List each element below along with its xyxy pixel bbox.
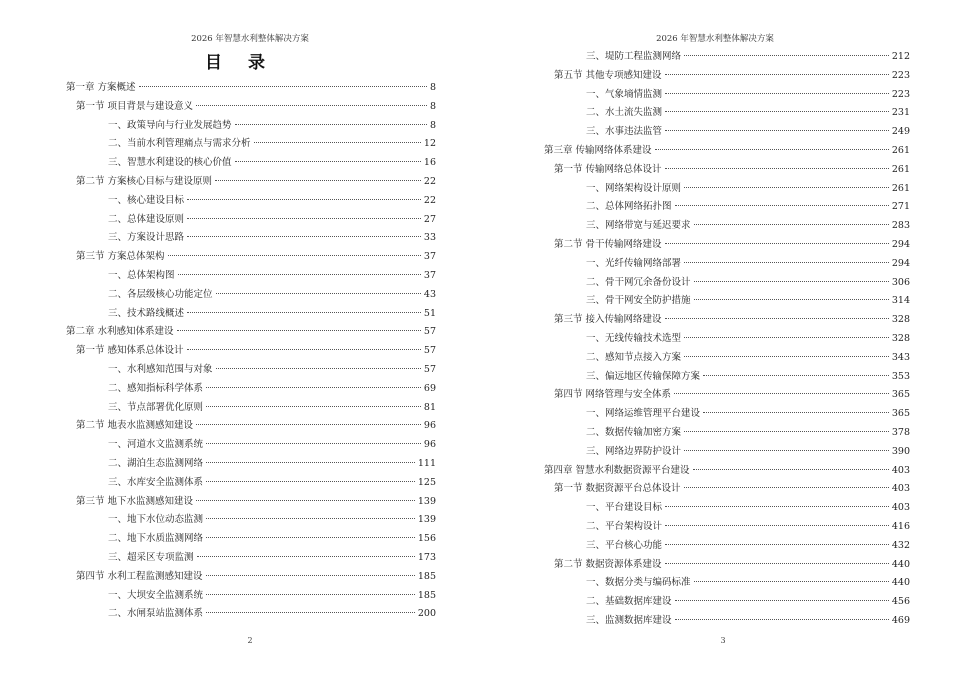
toc-entry-page: 469	[891, 614, 910, 626]
toc-entry-page: 16	[423, 157, 436, 169]
toc-entry-title: 二、总体网络拓扑图	[586, 201, 672, 213]
toc-entry-page: 69	[423, 382, 436, 394]
toc-entry-page: 283	[891, 220, 910, 232]
toc-entry-page: 261	[891, 163, 910, 175]
toc-entry-page: 139	[417, 495, 436, 507]
toc-entry-title: 二、水闸泵站监测体系	[108, 608, 204, 620]
dot-leader	[177, 330, 421, 331]
dot-leader	[206, 387, 421, 388]
toc-entry-title: 三、方案设计思路	[108, 232, 185, 244]
toc-entry-item[interactable]	[544, 574, 910, 593]
toc-entry-item[interactable]	[544, 274, 910, 293]
toc-entry-title: 第四节 水利工程监测感知建设	[76, 570, 203, 582]
toc-entry-section[interactable]	[66, 417, 436, 436]
dot-leader	[206, 575, 415, 576]
toc-entry-title: 一、河道水文监测系统	[108, 439, 204, 451]
toc-entry-page: 223	[891, 88, 910, 100]
toc-entry-section[interactable]	[544, 236, 910, 255]
toc-entry-title: 第一节 感知体系总体设计	[76, 345, 184, 357]
toc-entry-title: 二、总体建设原则	[108, 213, 185, 225]
toc-entry-title: 三、智慧水利建设的核心价值	[108, 157, 232, 169]
toc-entry-page: 294	[891, 238, 910, 250]
toc-entry-title: 一、总体架构图	[108, 269, 175, 281]
toc-entry-section[interactable]	[66, 173, 436, 192]
dot-leader	[196, 500, 415, 501]
toc-entry-item[interactable]	[66, 511, 436, 530]
toc-entry-item[interactable]	[544, 593, 910, 612]
toc-entry-title: 一、平台建设目标	[586, 502, 663, 514]
toc-entry-section[interactable]	[544, 480, 910, 499]
toc-entry-page: 96	[423, 420, 436, 432]
toc-entry-title: 第一章 方案概述	[66, 82, 136, 93]
toc-entry-item[interactable]	[544, 198, 910, 217]
toc-entry-page: 33	[423, 232, 436, 244]
toc-entry-page: 249	[891, 126, 910, 138]
dot-leader	[187, 349, 421, 350]
toc-entry-title: 二、湖泊生态监测网络	[108, 457, 204, 469]
toc-entry-item[interactable]	[66, 587, 436, 606]
toc-entry-section[interactable]	[544, 556, 910, 575]
toc-entry-page: 365	[891, 389, 910, 401]
toc-entry-title: 第三章 传输网络体系建设	[544, 144, 652, 156]
toc-entry-title: 第二节 骨干传输网络建设	[554, 238, 662, 250]
dot-leader	[675, 600, 889, 601]
toc-entry-title: 一、网络架构设计原则	[586, 182, 682, 194]
toc-entry-title: 三、网络边界防护设计	[586, 445, 682, 457]
toc-entry-page: 440	[891, 558, 910, 570]
toc-entry-title: 二、骨干网冗余备份设计	[586, 276, 691, 288]
page-number: 3	[720, 636, 726, 645]
toc-entry-page: 403	[891, 483, 910, 495]
toc-entry-page: 223	[891, 69, 910, 81]
toc-entry-page: 212	[891, 51, 910, 62]
toc-entry-title: 三、水事违法监管	[586, 126, 663, 138]
dot-leader	[206, 612, 415, 613]
toc-entry-title: 一、无线传输技术选型	[586, 332, 682, 344]
toc-entry-page: 8	[429, 119, 436, 131]
toc-entry-page: 416	[891, 520, 910, 532]
dot-leader	[684, 337, 889, 338]
dot-leader	[684, 431, 889, 432]
toc-entry-item[interactable]	[66, 154, 436, 173]
dot-leader	[206, 537, 415, 538]
dot-leader	[206, 518, 415, 519]
toc-entry-title: 三、监测数据库建设	[586, 614, 672, 626]
dot-leader	[197, 556, 415, 557]
toc-entry-title: 二、各层级核心功能定位	[108, 288, 213, 300]
dot-leader	[694, 224, 889, 225]
toc-entry-item[interactable]	[66, 436, 436, 455]
toc-entry-item[interactable]	[66, 474, 436, 493]
toc-entry-page: 328	[891, 314, 910, 326]
toc-entry-title: 第二节 地表水监测感知建设	[76, 420, 194, 432]
dot-leader	[703, 412, 889, 413]
toc-entry-page: 96	[423, 439, 436, 451]
dot-leader	[684, 450, 889, 451]
toc-entry-title: 第一节 数据资源平台总体设计	[554, 483, 681, 495]
dot-leader	[206, 481, 415, 482]
toc-entry-page: 365	[891, 408, 910, 420]
toc-entry-item[interactable]	[66, 605, 436, 624]
dot-leader	[178, 274, 421, 275]
toc-entry-item[interactable]	[66, 399, 436, 418]
toc-entry-title: 第五节 其他专项感知建设	[554, 69, 662, 81]
toc-entry-title: 一、网络运维管理平台建设	[586, 408, 701, 420]
toc-entry-page: 314	[891, 295, 910, 307]
dot-leader	[684, 55, 889, 56]
toc-entry-section[interactable]	[66, 98, 436, 117]
toc-entry-title: 第四节 网络管理与安全体系	[554, 389, 672, 401]
toc-title: 目 录	[205, 53, 275, 73]
toc-entry-title: 二、平台架构设计	[586, 520, 663, 532]
toc-entry-item[interactable]	[66, 135, 436, 154]
toc-entry-page: 125	[417, 476, 436, 488]
toc-entry-page: 306	[891, 276, 910, 288]
toc-entry-page: 353	[891, 370, 910, 382]
dot-leader	[693, 469, 889, 470]
toc-entry-title: 一、核心建设目标	[108, 194, 185, 206]
toc-entry-item[interactable]	[544, 104, 910, 123]
dot-leader	[235, 161, 421, 162]
toc-entry-page: 261	[891, 182, 910, 194]
dot-leader	[675, 619, 889, 620]
toc-entry-item[interactable]	[544, 518, 910, 537]
toc-entry-item[interactable]	[66, 530, 436, 549]
toc-entry-title: 一、光纤传输网络部署	[586, 257, 682, 269]
toc-entry-item[interactable]	[66, 380, 436, 399]
dot-leader	[206, 462, 415, 463]
toc-entry-title: 三、网络带宽与延迟要求	[586, 220, 691, 232]
toc-entry-page: 378	[891, 426, 910, 438]
toc-entry-item[interactable]	[544, 368, 910, 387]
dot-leader	[187, 312, 421, 313]
dot-leader	[215, 180, 421, 181]
toc-entry-title: 三、水库安全监测体系	[108, 476, 204, 488]
toc-entry-page: 8	[429, 82, 436, 93]
toc-entry-title: 一、大坝安全监测系统	[108, 589, 204, 601]
dot-leader	[187, 199, 421, 200]
toc-entry-page: 185	[417, 589, 436, 601]
toc-entry-page: 12	[423, 138, 436, 150]
toc-entry-title: 第一节 项目背景与建设意义	[76, 100, 194, 112]
toc-entry-page: 81	[423, 401, 436, 413]
toc-entry-item[interactable]	[544, 537, 910, 556]
dot-leader	[665, 130, 889, 131]
dot-leader	[665, 318, 889, 319]
toc-entry-page: 328	[891, 332, 910, 344]
toc-entry-chapter[interactable]	[544, 142, 910, 161]
toc-entry-item[interactable]	[544, 612, 910, 631]
dot-leader	[187, 218, 421, 219]
dot-leader	[665, 506, 889, 507]
toc-entry-title: 二、数据传输加密方案	[586, 426, 682, 438]
toc-entry-title: 第三节 地下水监测感知建设	[76, 495, 194, 507]
page-number: 2	[247, 636, 253, 645]
running-header: 2026 年智慧水利整体解决方案	[191, 34, 309, 44]
toc-entry-chapter[interactable]	[544, 462, 910, 481]
toc-entry-page: 22	[423, 175, 436, 187]
toc-entry-item[interactable]	[544, 217, 910, 236]
toc-entry-section[interactable]	[66, 568, 436, 587]
toc-entry-page: 139	[417, 514, 436, 526]
toc-entry-title: 第一节 传输网络总体设计	[554, 163, 662, 175]
dot-leader	[684, 187, 889, 188]
dot-leader	[694, 581, 889, 582]
toc-entry-title: 第四章 智慧水利数据资源平台建设	[544, 464, 690, 476]
toc-entry-title: 三、骨干网安全防护措施	[586, 295, 691, 307]
toc-entry-item[interactable]	[66, 117, 436, 136]
dot-leader	[665, 563, 889, 564]
toc-entry-title: 二、感知指标科学体系	[108, 382, 204, 394]
dot-leader	[665, 525, 889, 526]
dot-leader	[665, 243, 889, 244]
toc-entry-page: 294	[891, 257, 910, 269]
dot-leader	[684, 356, 889, 357]
toc-entry-item[interactable]	[544, 499, 910, 518]
toc-entry-item[interactable]	[544, 424, 910, 443]
toc-entry-title: 二、基础数据库建设	[586, 596, 672, 608]
toc-entry-page: 111	[417, 457, 436, 469]
toc-entry-page: 271	[891, 201, 910, 213]
toc-entry-page: 156	[417, 533, 436, 545]
toc-entry-page: 390	[891, 445, 910, 457]
toc-entry-item[interactable]	[66, 455, 436, 474]
dot-leader	[655, 149, 889, 150]
toc-entry-title: 一、地下水位动态监测	[108, 514, 204, 526]
toc-entry-page: 261	[891, 144, 910, 156]
toc-entry-item[interactable]	[544, 292, 910, 311]
toc-entry-title: 第三节 方案总体架构	[76, 251, 165, 263]
toc-entry-page: 343	[891, 351, 910, 363]
dot-leader	[139, 86, 427, 87]
toc-entry-title: 二、感知节点接入方案	[586, 351, 682, 363]
toc-entry-item[interactable]	[544, 255, 910, 274]
toc-entry-item[interactable]	[544, 405, 910, 424]
toc-entry-section[interactable]	[66, 342, 436, 361]
toc-entry-page: 43	[423, 288, 436, 300]
toc-entry-title: 一、气象墒情监测	[586, 88, 663, 100]
toc-entry-item[interactable]	[544, 330, 910, 349]
toc-list-left	[66, 79, 436, 624]
toc-entry-page: 22	[423, 194, 436, 206]
toc-entry-item[interactable]	[544, 180, 910, 199]
dot-leader	[684, 487, 889, 488]
toc-entry-item[interactable]	[66, 305, 436, 324]
toc-list-right	[544, 48, 910, 631]
toc-entry-page: 173	[417, 551, 436, 563]
dot-leader	[206, 406, 421, 407]
toc-entry-title: 三、偏远地区传输保障方案	[586, 370, 701, 382]
toc-entry-title: 三、堤防工程监测网络	[586, 51, 682, 62]
toc-entry-page: 231	[891, 107, 910, 119]
toc-entry-title: 二、地下水质监测网络	[108, 533, 204, 545]
dot-leader	[703, 375, 889, 376]
toc-entry-page: 440	[891, 577, 910, 589]
toc-entry-chapter[interactable]	[66, 323, 436, 342]
toc-entry-item[interactable]	[66, 211, 436, 230]
toc-entry-title: 第三节 接入传输网络建设	[554, 314, 662, 326]
toc-entry-item[interactable]	[66, 229, 436, 248]
toc-entry-page: 8	[429, 100, 436, 112]
dot-leader	[196, 424, 421, 425]
dot-leader	[684, 262, 889, 263]
toc-entry-item[interactable]	[66, 192, 436, 211]
dot-leader	[235, 124, 427, 125]
toc-entry-title: 三、超采区专项监测	[108, 551, 194, 563]
toc-entry-item[interactable]	[66, 549, 436, 568]
toc-entry-title: 二、当前水利管理痛点与需求分析	[108, 138, 251, 150]
toc-entry-title: 一、水利感知范围与对象	[108, 363, 213, 375]
toc-entry-page: 57	[423, 326, 436, 338]
toc-entry-page: 57	[423, 363, 436, 375]
toc-entry-item[interactable]	[66, 361, 436, 380]
dot-leader	[675, 205, 889, 206]
dot-leader	[665, 168, 889, 169]
toc-entry-page: 57	[423, 345, 436, 357]
dot-leader	[254, 142, 421, 143]
dot-leader	[694, 281, 889, 282]
toc-entry-page: 200	[417, 608, 436, 620]
toc-entry-title: 一、政策导向与行业发展趋势	[108, 119, 232, 131]
dot-leader	[206, 443, 421, 444]
running-header: 2026 年智慧水利整体解决方案	[656, 34, 774, 44]
toc-entry-page: 403	[891, 502, 910, 514]
dot-leader	[665, 93, 889, 94]
dot-leader	[665, 544, 889, 545]
dot-leader	[206, 594, 415, 595]
toc-entry-section[interactable]	[544, 161, 910, 180]
toc-entry-title: 第二节 方案核心目标与建设原则	[76, 175, 213, 187]
dot-leader	[674, 393, 889, 394]
toc-entry-item[interactable]	[66, 286, 436, 305]
toc-entry-item[interactable]	[544, 86, 910, 105]
toc-entry-page: 456	[891, 596, 910, 608]
toc-entry-page: 51	[423, 307, 436, 319]
dot-leader	[694, 299, 889, 300]
toc-entry-title: 三、平台核心功能	[586, 539, 663, 551]
toc-entry-item[interactable]	[544, 48, 910, 67]
toc-entry-section[interactable]	[544, 386, 910, 405]
dot-leader	[187, 236, 421, 237]
toc-entry-page: 432	[891, 539, 910, 551]
toc-entry-title: 三、技术路线概述	[108, 307, 185, 319]
toc-entry-title: 三、节点部署优化原则	[108, 401, 204, 413]
dot-leader	[665, 111, 889, 112]
dot-leader	[196, 105, 427, 106]
dot-leader	[216, 293, 421, 294]
toc-entry-title: 二、水土流失监测	[586, 107, 663, 119]
toc-entry-item[interactable]	[544, 123, 910, 142]
toc-entry-section[interactable]	[66, 248, 436, 267]
dot-leader	[216, 368, 421, 369]
toc-entry-page: 37	[423, 251, 436, 263]
toc-entry-section[interactable]	[544, 311, 910, 330]
toc-entry-page: 185	[417, 570, 436, 582]
toc-entry-section[interactable]	[66, 493, 436, 512]
toc-entry-page: 27	[423, 213, 436, 225]
toc-entry-section[interactable]	[544, 67, 910, 86]
toc-entry-item[interactable]	[544, 349, 910, 368]
toc-entry-chapter[interactable]	[66, 79, 436, 98]
dot-leader	[665, 74, 889, 75]
toc-entry-title: 第二节 数据资源体系建设	[554, 558, 662, 570]
dot-leader	[168, 255, 421, 256]
right-page	[480, 0, 960, 682]
toc-entry-title: 第二章 水利感知体系建设	[66, 326, 174, 338]
toc-entry-item[interactable]	[66, 267, 436, 286]
toc-entry-page: 37	[423, 269, 436, 281]
toc-entry-page: 403	[891, 464, 910, 476]
toc-entry-title: 一、数据分类与编码标准	[586, 577, 691, 589]
toc-entry-item[interactable]	[544, 443, 910, 462]
